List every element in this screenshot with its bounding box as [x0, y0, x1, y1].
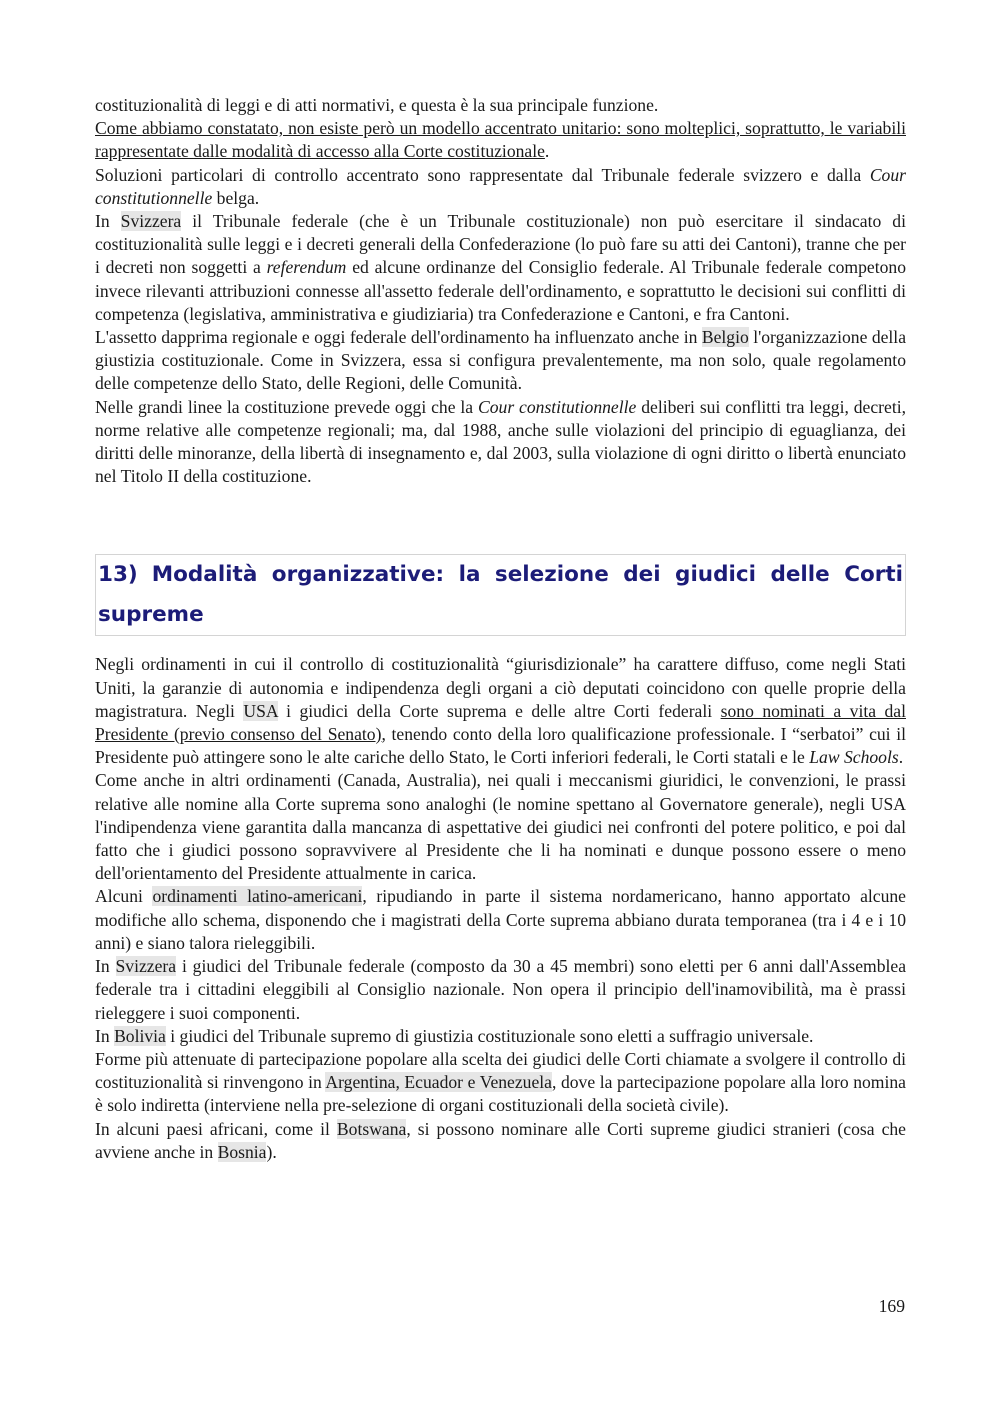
italic-text: Law Schools [809, 747, 899, 768]
text: ). [266, 1141, 277, 1162]
text: Forme più attenuate di partecipazione popolare alla scelta dei giudici delle Corti chiamate a svolgere il controllo di costituzionalità si rinvengono in [95, 1048, 906, 1093]
highlighted-text: Argentina, Ecuador e Venezuela [325, 1072, 552, 1093]
highlighted-text: Bosnia [217, 1141, 267, 1162]
highlighted-text: Bolivia [114, 1025, 166, 1046]
underlined-text: sono nominati a vita dal Presidente (previo consenso del Senato) [95, 700, 906, 745]
section-heading [98, 555, 903, 635]
page-number: 169 [878, 1296, 905, 1316]
section-top [95, 94, 906, 488]
text: L'assetto dapprima regionale e oggi federale dell'ordinamento ha influenzato anche in [95, 327, 702, 348]
highlighted-text: Botswana [336, 1118, 407, 1139]
paragraph [95, 955, 906, 1025]
document-page [95, 94, 906, 1164]
text: costituzionalità di leggi e di atti normativi, e questa è la sua principale funzione. [95, 95, 659, 115]
section-body [95, 653, 906, 1163]
paragraph [95, 94, 906, 117]
paragraph [95, 117, 906, 163]
paragraph [95, 326, 906, 396]
text: In [95, 211, 121, 232]
text: i giudici del Tribunale supremo di giustizia costituzionale sono eletti a suffragio universale. [165, 1025, 814, 1046]
text: , ripudiando in parte il sistema nordamericano, hanno apportato alcune modifiche allo schema, disponendo che i magistrati della Corte suprema abbiano durata temporanea (tra i 4 e i 10 anni) e siano talora rieleggibili. [95, 886, 906, 953]
text: In [95, 956, 116, 977]
section-title: Modalità organizzative: la selezione dei giudici delle Corti supreme [98, 562, 903, 628]
italic-text: Cour constitutionnelle [95, 164, 906, 208]
paragraph [95, 210, 906, 326]
italic-text: referendum [266, 257, 347, 278]
highlighted-text: Svizzera [120, 211, 182, 232]
text: , dove la partecipazione popolare alla loro nomina è solo indiretta (interviene nella pre-selezione di organi costituzionali della società civile). [95, 1072, 906, 1116]
section-number: 13) [98, 562, 138, 588]
section-heading-box [95, 554, 906, 636]
text: l'organizzazione della giustizia costituzionale. Come in Svizzera, essa si configura prevalentemente, ma non solo, quale regolamento delle competenze dello Stato, delle Regioni, delle Comunità. [95, 327, 907, 394]
paragraph [95, 1025, 906, 1048]
text: Nelle grandi linee la costituzione prevede oggi che la [95, 396, 478, 417]
highlighted-text: ordinamenti latino-americani [152, 886, 363, 907]
paragraph [95, 885, 906, 955]
text: , si possono nominare alle Corti supreme giudici stranieri (cosa che avviene anche in [95, 1118, 906, 1162]
paragraph [95, 1118, 906, 1164]
italic-text: Cour constitutionnelle [477, 396, 637, 417]
text: Soluzioni particolari di controllo accentrato sono rappresentate dal Tribunale federale svizzero e dalla [95, 164, 870, 185]
text: i giudici del Tribunale federale (composto da 30 a 45 membri) sono eletti per 6 anni dall'Assemblea federale tra i cittadini eleggibili al Consiglio nazionale. Non opera il principio dell'inamovibilità, ma è prassi rieleggere i suoi componenti. [95, 956, 907, 1023]
text: Negli ordinamenti in cui il controllo di costituzionalità “giurisdizionale” ha carattere diffuso, come negli Stati Uniti, la garanzie di autonomia e indipendenza degli organi a ciò deputati coincidono con quelle proprie della magistratura. Negli [95, 654, 906, 721]
text: Come anche in altri ordinamenti (Canada, Australia), nei quali i meccanismi giuridici, le convenzioni, le prassi relative alle nomine alla Corte suprema sono analoghi (le nomine spettano al Governatore generale), negli USA l'indipendenza viene garantita dalla mancanza di aspettative dei giudici nei confronti del potere politico, e poi dal fatto che i giudici possono sopravvivere al Presidente che li ha nominati e dunque possono essere o meno dell'orientamento del Presidente attualmente in carica. [95, 770, 906, 884]
text: , tenendo conto della loro qualificazione professionale. I “serbatoi” cui il Presidente può attingere sono le alte cariche dello Stato, le Corti inferiori federali, le Corti statali e le [95, 724, 906, 768]
text: deliberi sui conflitti tra leggi, decreti, norme relative alle competenze regionali; ma, dal 1988, anche sulle violazioni del principio di eguaglianza, dei diritti delle minoranze, della libertà di insegnamento e, dal 2003, sulla violazione di ogni diritto o libertà enunciato nel Titolo II della costituzione. [95, 396, 906, 487]
text: ed alcune ordinanze del Consiglio federale. Al Tribunale federale competono invece rilevanti attribuzioni connesse all'assetto federale dell'ordinamento, e soprattutto le decisioni sui conflitti di competenza (legislativa, amministrativa e giudiziaria) tra Confederazione e Cantoni, e fra Cantoni. [95, 257, 906, 324]
text: . [898, 747, 904, 768]
highlighted-text: USA [243, 700, 278, 721]
text: . [544, 141, 550, 162]
paragraph [95, 396, 906, 489]
paragraph [95, 164, 906, 210]
paragraph [95, 653, 906, 769]
text: il Tribunale federale (che è un Tribunale costituzionale) non può esercitare il sindacato di costituzionalità sulle leggi e i decreti generali della Confederazione (lo può fare su atti dei Cantoni), tranne che per i decreti non soggetti a [95, 211, 906, 278]
highlighted-text: Svizzera [115, 956, 177, 977]
text: belga. [212, 187, 260, 208]
text: i giudici della Corte suprema e delle altre Corti federali [277, 700, 721, 721]
underlined-text: Come abbiamo constatato, non esiste però un modello accentrato unitario: sono molteplici, soprattutto, le variabili rappresentate dalle modalità di accesso alla Corte costituzionale [95, 118, 906, 162]
text: In alcuni paesi africani, come il [95, 1118, 337, 1139]
paragraph [95, 769, 906, 885]
paragraph [95, 1048, 906, 1118]
text: Alcuni [95, 886, 153, 907]
highlighted-text: Belgio [701, 327, 749, 348]
text: In [95, 1025, 115, 1046]
